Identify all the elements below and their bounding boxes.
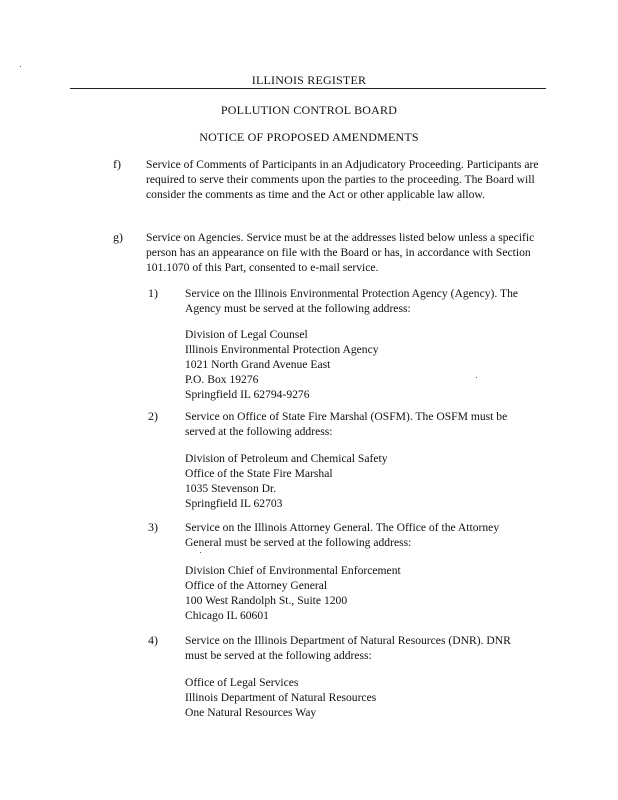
item-4-marker: 4) [148,633,158,647]
section-f-marker: f) [113,157,121,171]
item-4-text: Service on the Illinois Department of Natural Resources (DNR). DNR must be served at the following address: [185,634,511,662]
item-3-marker: 3) [148,520,158,534]
section-f-text: Service of Comments of Participants in an Adjudicatory Proceeding. Participants are required to serve their comments upon the parties to the proceeding. The Board will consider the comments as time and the Act or other applicable law allow. [146,158,539,201]
address-line: Chicago IL 60601 [185,609,269,622]
scan-speck [20,66,21,67]
item-1-marker: 1) [148,286,158,300]
item-4-address [185,675,376,720]
item-3-address [185,563,401,623]
item-1-text: Service on the Illinois Environmental Protection Agency (Agency). The Agency must be served at the following address: [185,287,519,315]
section-g-text: Service on Agencies. Service must be at the addresses listed below unless a specific person has an appearance on file with the Board or has, in accordance with Section 101.1070 of this Part, consented to e-mail service. [146,231,535,274]
scan-speck [200,552,201,553]
address-line: Office of Legal Services [185,676,299,689]
address-line: Division of Petroleum and Chemical Safety [185,452,388,465]
board-title: POLLUTION CONTROL BOARD [220,103,398,117]
header-rule [70,88,546,89]
notice-title: NOTICE OF PROPOSED AMENDMENTS [199,130,419,144]
address-line: Office of the Attorney General [185,579,328,592]
address-line: Division of Legal Counsel [185,328,308,341]
address-line: One Natural Resources Way [185,706,317,719]
address-line: Springfield IL 62703 [185,497,283,510]
item-2-marker: 2) [148,409,158,423]
address-line: P.O. Box 19276 [185,373,259,386]
item-2-text: Service on Office of State Fire Marshal (OSFM). The OSFM must be served at the following address: [185,410,508,438]
address-line: Division Chief of Environmental Enforcement [185,564,401,577]
address-line: Office of the State Fire Marshal [185,467,333,480]
address-line: 1035 Stevenson Dr. [185,482,277,495]
section-g-marker: g) [113,230,123,244]
address-line: Illinois Department of Natural Resources [185,691,377,704]
address-line: Springfield IL 62794-9276 [185,388,310,401]
register-title: ILLINOIS REGISTER [251,73,367,87]
address-line: 100 West Randolph St., Suite 1200 [185,594,348,607]
item-3-text: Service on the Illinois Attorney General. The Office of the Attorney General must be served at the following address: [185,521,500,549]
item-2-address [185,451,388,511]
address-line: 1021 North Grand Avenue East [185,358,331,371]
item-1-address [185,327,379,402]
scan-speck [476,377,477,378]
address-line: Illinois Environmental Protection Agency [185,343,379,356]
